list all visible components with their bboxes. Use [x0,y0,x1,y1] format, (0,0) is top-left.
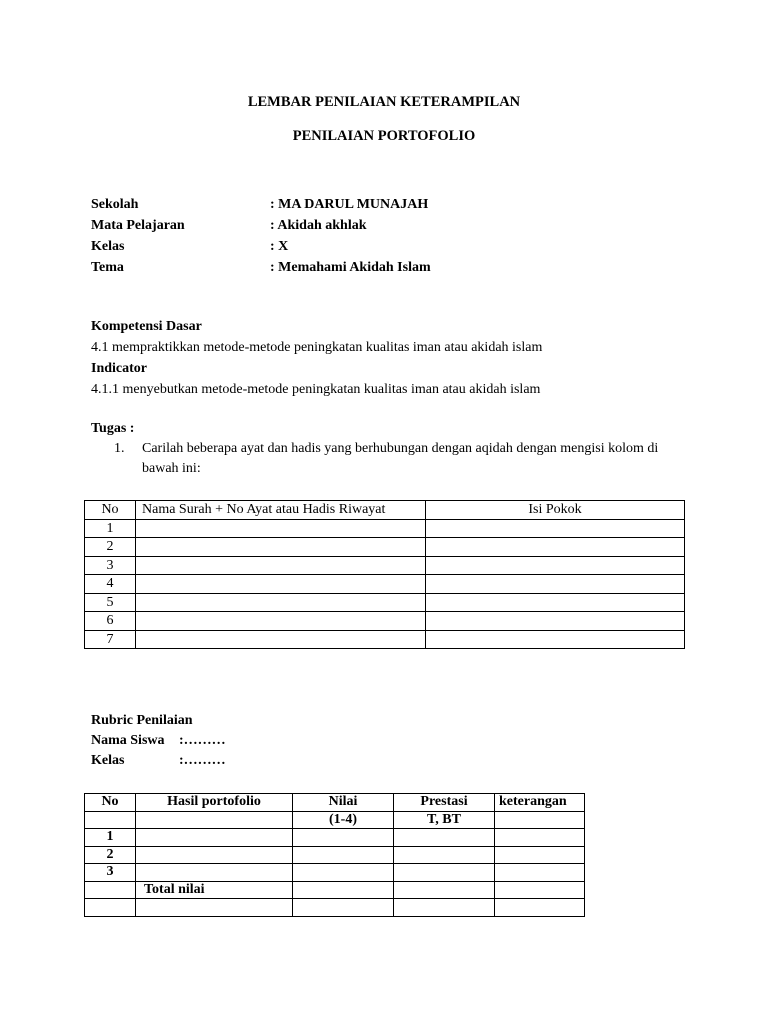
row-number: 3 [85,556,136,575]
total-row [85,881,585,899]
isi-pokok-cell[interactable] [426,630,685,649]
empty-cell[interactable] [293,899,394,917]
nama-siswa-label: Nama Siswa [91,733,165,748]
empty-cell[interactable] [495,899,585,917]
subheader-cell [495,811,585,829]
row-number: 2 [85,538,136,557]
indicator-text: 4.1.1 menyebutkan metode-metode peningkatan kualitas iman atau akidah islam [91,382,541,397]
nilai-cell[interactable] [293,829,394,847]
task-item [91,439,711,479]
column-header-keterangan: keterangan [495,794,585,812]
task-text: Carilah beberapa ayat dan hadis yang berhubungan dengan aqidah dengan mengisi kolom di bawah ini: [142,441,659,476]
prestasi-cell[interactable] [394,846,495,864]
table-row [85,846,585,864]
nama-surah-cell[interactable] [136,630,426,649]
nama-surah-cell[interactable] [136,575,426,594]
table-row [85,630,685,649]
meta-row-sekolah [91,194,431,215]
column-header-no: No [85,794,136,812]
rubric-block [91,711,226,771]
nama-surah-cell[interactable] [136,593,426,612]
column-header-nama-surah: Nama Surah + No Ayat atau Hadis Riwayat [136,501,426,520]
meta-row-tema [91,257,431,278]
empty-cell[interactable] [136,899,293,917]
row-number: 5 [85,593,136,612]
subheader-cell [136,811,293,829]
empty-cell[interactable] [394,899,495,917]
table-row [85,612,685,631]
meta-value: : Memahami Akidah Islam [270,260,431,275]
nilai-cell[interactable] [293,846,394,864]
meta-label: Kelas [91,239,125,254]
meta-label: Sekolah [91,197,139,212]
kompetensi-heading: Kompetensi Dasar [91,319,202,334]
hasil-cell[interactable] [136,829,293,847]
subheader-nilai-range: (1-4) [293,811,394,829]
row-number: 3 [85,864,136,882]
nama-siswa-line [91,731,226,751]
meta-value: : Akidah akhlak [270,218,367,233]
keterangan-cell[interactable] [495,864,585,882]
identity-block [91,194,431,278]
total-prestasi-cell[interactable] [394,881,495,899]
nama-siswa-value: :……… [179,733,226,748]
ayat-hadis-table [84,500,685,649]
column-header-hasil-portofolio: Hasil portofolio [136,794,293,812]
prestasi-cell[interactable] [394,864,495,882]
table-row [85,593,685,612]
keterangan-cell[interactable] [495,846,585,864]
table-row [85,575,685,594]
meta-value: : MA DARUL MUNAJAH [270,197,429,212]
row-number: 1 [85,829,136,847]
row-number: 1 [85,519,136,538]
table-row [85,556,685,575]
isi-pokok-cell[interactable] [426,538,685,557]
total-nilai-cell[interactable] [293,881,394,899]
row-number: 4 [85,575,136,594]
kelas-label: Kelas [91,753,125,768]
empty-cell [85,899,136,917]
task-number: 1. [114,441,125,456]
nama-surah-cell[interactable] [136,556,426,575]
rubric-table [84,793,585,917]
meta-row-mata-pelajaran [91,215,431,236]
prestasi-cell[interactable] [394,829,495,847]
subheader-prestasi-options: T, BT [394,811,495,829]
table-header-row [85,794,585,812]
column-header-isi-pokok: Isi Pokok [426,501,685,520]
table-row [85,538,685,557]
kompetensi-text: 4.1 mempraktikkan metode-metode peningkatan kualitas iman atau akidah islam [91,340,543,355]
empty-cell [85,881,136,899]
table-row [85,864,585,882]
meta-row-kelas [91,236,431,257]
nama-surah-cell[interactable] [136,538,426,557]
table-header-row [85,501,685,520]
total-nilai-label: Total nilai [136,881,293,899]
table-row [85,899,585,917]
keterangan-cell[interactable] [495,829,585,847]
column-header-prestasi: Prestasi [394,794,495,812]
indicator-heading: Indicator [91,361,147,376]
subheader-cell [85,811,136,829]
isi-pokok-cell[interactable] [426,612,685,631]
kelas-line [91,751,226,771]
rubric-heading: Rubric Penilaian [91,713,193,728]
meta-label: Mata Pelajaran [91,218,185,233]
row-number: 2 [85,846,136,864]
row-number: 7 [85,630,136,649]
nilai-cell[interactable] [293,864,394,882]
hasil-cell[interactable] [136,864,293,882]
isi-pokok-cell[interactable] [426,519,685,538]
competency-block [91,316,711,400]
isi-pokok-cell[interactable] [426,593,685,612]
kelas-value: :……… [179,753,226,768]
meta-value: : X [270,239,289,254]
total-keterangan-cell[interactable] [495,881,585,899]
row-number: 6 [85,612,136,631]
isi-pokok-cell[interactable] [426,575,685,594]
hasil-cell[interactable] [136,846,293,864]
meta-label: Tema [91,260,124,275]
isi-pokok-cell[interactable] [426,556,685,575]
column-header-no: No [85,501,136,520]
table-row [85,519,685,538]
table-row [85,829,585,847]
table-subheader-row [85,811,585,829]
task-block [91,418,711,479]
nama-surah-cell[interactable] [136,612,426,631]
nama-surah-cell[interactable] [136,519,426,538]
tugas-heading: Tugas : [91,421,135,436]
document-subtitle: PENILAIAN PORTOFOLIO [292,128,476,144]
column-header-nilai: Nilai [293,794,394,812]
document-title: LEMBAR PENILAIAN KETERAMPILAN [247,94,521,110]
